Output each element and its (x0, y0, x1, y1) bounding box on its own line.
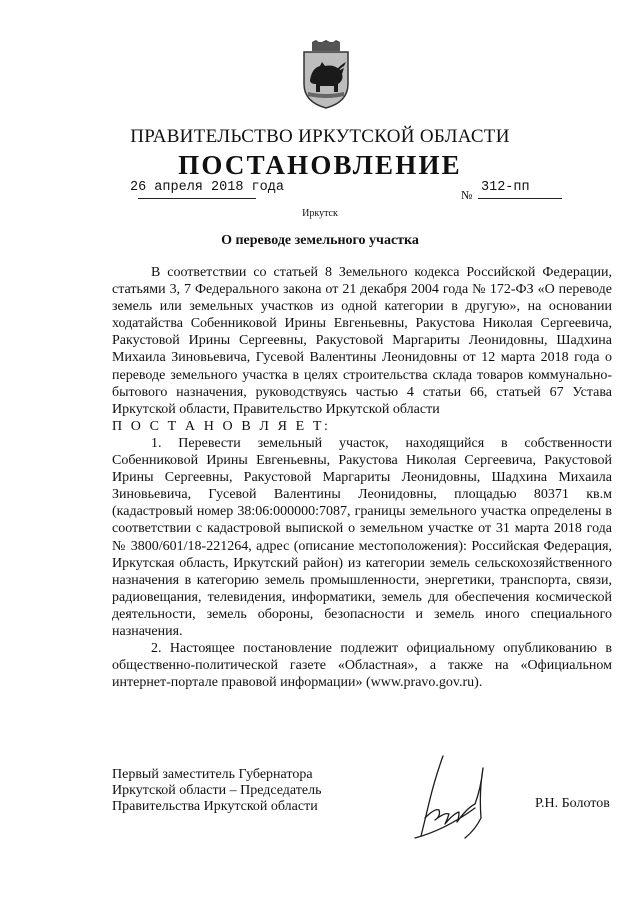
document-date: 26 апреля 2018 года (130, 180, 284, 195)
item-2-line: интернет-портале правовой информации» (www.pravo.gov.ru). (112, 675, 483, 691)
preamble-line: Федерации, статьями 3, 7 Федерального закона от 21 декабря 2004 года (112, 265, 613, 298)
signer-name: Р.Н. Болотов (535, 796, 610, 811)
item-1-line: Ракустовой Ирины Сергеевны, Ракустовой Маргариты Леонидовны, (112, 453, 613, 486)
preamble-line: в целях строительства склада товаров коммунально-бытового назначения, (112, 367, 613, 400)
document-body (112, 264, 612, 691)
item-1-line: телевидения, информатики, земель для обеспечения космической (207, 589, 612, 605)
item-1-line: участка определены в соответствии с кадастровой выпиской о земельном (112, 504, 612, 537)
preamble-line: Правительство Иркутской области (233, 401, 440, 417)
irkutsk-coat-of-arms-icon (298, 40, 354, 110)
signer-position-line: Правительства Иркутской области (112, 799, 318, 814)
item-1-line: Шадхина Михаила Зиновьевича, Гусевой Валентины Леонидовны, площадью (112, 470, 613, 503)
item-1-line: местоположения): Российская Федерация, Иркутская область, Иркутский (112, 538, 613, 571)
preamble-line: Ракустова Николая Сергеевича, Ракустовой Ирины Сергеевны, Ракустовой (112, 316, 613, 349)
preamble-line: другую», на основании ходатайства Собенниковой Ирины Евгеньевны, (112, 299, 612, 332)
item-1-line: земель промышленности, энергетики, транспорта, связи, радиовещания, (112, 572, 613, 605)
preamble-paragraph (112, 264, 612, 418)
decree-word: П О С Т А Н О В Л Я Е Т: (112, 418, 331, 434)
document-number: 312-пп (481, 180, 530, 195)
item-2-line: в общественно-политической газете «Областная», а также на «Официальном (112, 641, 613, 674)
document-type: ПОСТАНОВЛЕНИЕ (178, 150, 462, 180)
signer-position-line: Первый заместитель Губернатора (112, 767, 313, 782)
document-city: Иркутск (302, 208, 338, 219)
item-1-line: 1. Перевести земельный участок, находящийся в собственности (151, 435, 612, 451)
item-1-paragraph (112, 435, 612, 640)
preamble-line: № 172-ФЗ «О переводе земель или земельных участков из одной категории в (112, 282, 612, 315)
number-sign: № (461, 188, 473, 202)
number-underline (478, 198, 562, 199)
preamble-line: В соответствии со статьей 8 Земельного кодекса Российской (151, 265, 536, 280)
preamble-line: Маргариты Леонидовны, Шадхина Михаила Зиновьевича, Гусевой (112, 333, 613, 366)
item-1-line: участке от 31 марта 2018 года № 3800/601/18-221264, адрес (описание (112, 521, 613, 554)
signer-position-line: Иркутской области – Председатель (112, 783, 322, 798)
item-1-line: Собенниковой Ирины Евгеньевны, Ракустова Николая Сергеевича, (112, 453, 536, 469)
government-name: ПРАВИТЕЛЬСТВО ИРКУТСКОЙ ОБЛАСТИ (130, 126, 510, 147)
preamble-line: руководствуясь частью 4 статьи 66, статьей 67 Устава Иркутской области, (112, 384, 613, 417)
item-2-line: 2. Настоящее постановление подлежит официальному опубликованию (151, 641, 597, 657)
item-1-line: район) из категории земель сельскохозяйственного назначения в категорию (112, 555, 613, 588)
item-1-line: деятельности, земель обороны, безопасности и земель иного специального (112, 606, 612, 622)
item-2-paragraph (112, 640, 612, 691)
signer-position (112, 767, 321, 815)
item-1-line: 80371 кв.м (кадастровый номер 38:06:000000:7087, границы земельного (112, 487, 613, 520)
item-1-line: назначения. (112, 623, 183, 639)
document-title: О переводе земельного участка (221, 233, 419, 248)
preamble-line: Валентины Леонидовны от 12 марта 2018 года о переводе земельного участка (112, 350, 612, 383)
date-underline (138, 198, 256, 199)
handwritten-signature-icon (395, 748, 505, 843)
